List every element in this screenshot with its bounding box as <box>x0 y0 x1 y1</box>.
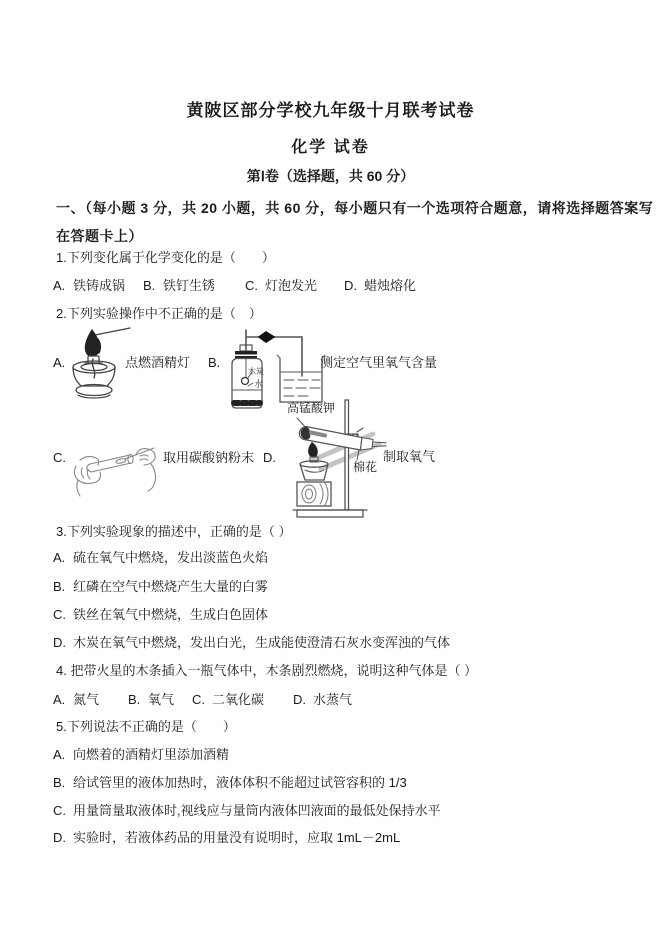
match-stick <box>95 328 130 335</box>
flame-icon <box>308 442 318 458</box>
q4-option-c-text: 二氧化碳 <box>212 692 265 707</box>
q3-option-a <box>53 551 268 566</box>
paper-subtitle: 化学 试卷 <box>291 139 370 156</box>
q3-option-a-text: 硫在氧气中燃烧，发出淡蓝色火焰 <box>73 550 269 565</box>
question-3-stem: 3.下列实验现象的描述中，正确的是（ ） <box>56 524 292 539</box>
q1-option-d <box>344 279 416 294</box>
q4-option-c <box>192 693 264 708</box>
q4-option-b <box>128 693 174 708</box>
q3-option-b-text: 红磷在空气中燃烧产生大量的白雾 <box>73 579 269 594</box>
q1-option-a-label: A. <box>53 278 66 293</box>
instructions-line-1: 一、（每小题 3 分，共 20 小题，共 60 分，每小题只有一个选项符合题意，请将选择题答案写 <box>56 200 654 216</box>
question-4-stem: 4. 把带火星的木条插入一瓶气体中，木条剧烈燃烧，说明这种气体是（ ） <box>56 663 478 678</box>
q5-option-b <box>53 776 407 791</box>
q2-option-b-label: B. <box>208 355 221 370</box>
question-1-stem: 1.下列变化属于化学变化的是（ ） <box>56 250 275 265</box>
q4-option-a <box>53 693 99 708</box>
q2-option-c-caption: 取用碳酸钠粉末 <box>163 450 255 465</box>
q1-option-d-label: D. <box>344 278 357 293</box>
q5-option-b-label: B. <box>53 775 66 790</box>
q3-option-b-label: B. <box>53 579 66 594</box>
powder-handling-diagram <box>70 424 165 498</box>
q3-option-b <box>53 580 268 595</box>
q5-option-d-label: D. <box>53 830 66 845</box>
q3-option-d-text: 木炭在氧气中燃烧，发出白光，生成能使澄清石灰水变浑浊的气体 <box>73 635 451 650</box>
q3-option-c <box>53 608 268 623</box>
q4-option-d <box>293 693 352 708</box>
q2-option-a-caption: 点燃酒精灯 <box>125 355 191 370</box>
q5-option-a-label: A. <box>53 747 66 762</box>
page-title: 黄陂区部分学校九年级十月联考试卷 <box>186 101 475 120</box>
section-heading: 第Ⅰ卷（选择题，共 60 分） <box>246 168 415 184</box>
q5-option-a-text: 向燃着的酒精灯里添加酒精 <box>73 747 230 762</box>
q2-option-d-caption: 制取氧气 <box>383 449 436 464</box>
instructions-line-2: 在答题卡上） <box>56 228 143 244</box>
q4-option-d-text: 水蒸气 <box>313 692 353 707</box>
q4-option-a-label: A. <box>53 692 66 707</box>
q4-option-b-text: 氧气 <box>148 692 175 707</box>
q3-option-a-label: A. <box>53 550 66 565</box>
q5-option-c <box>53 804 441 819</box>
q1-option-c <box>245 279 317 294</box>
q5-option-c-text: 用量筒量取液体时,视线应与量筒内液体凹液面的最低处保持水平 <box>73 803 441 818</box>
q1-option-b-text: 铁钉生锈 <box>163 278 216 293</box>
q4-option-d-label: D. <box>293 692 306 707</box>
q4-option-b-label: B. <box>128 692 141 707</box>
q5-option-d-text: 实验时，若液体药品的用量没有说明时，应取 1mL－2mL <box>73 830 401 845</box>
q2-option-a-label: A. <box>53 355 66 370</box>
question-5-stem: 5.下列说法不正确的是（ ） <box>56 719 236 734</box>
q1-option-b-label: B. <box>143 278 156 293</box>
q4-option-a-text: 氮气 <box>73 692 100 707</box>
q1-option-b <box>143 279 215 294</box>
flame-icon <box>85 329 100 357</box>
q5-option-a <box>53 748 229 763</box>
q3-option-d-label: D. <box>53 635 66 650</box>
q1-option-a-text: 铁铸成锅 <box>73 278 126 293</box>
question-2-stem: 2.下列实验操作中不正确的是（ ） <box>56 306 262 321</box>
q4-option-c-label: C. <box>192 692 205 707</box>
cotton-label: 棉花 <box>353 460 378 474</box>
q5-option-d <box>53 831 400 846</box>
q2-option-b-caption: 测定空气里氧气含量 <box>320 355 438 370</box>
water-label: 水 <box>254 379 264 389</box>
charcoal-label: 木炭 <box>248 367 264 376</box>
q5-option-b-text: 给试管里的液体加热时，液体体积不能超过试管容积的 1/3 <box>73 775 407 790</box>
q5-option-c-label: C. <box>53 803 66 818</box>
q3-option-c-text: 铁丝在氧气中燃烧，生成白色固体 <box>73 607 269 622</box>
q1-option-c-label: C. <box>245 278 258 293</box>
q3-option-d <box>53 636 450 651</box>
kmno4-label: 高锰酸钾 <box>287 401 336 415</box>
pinch-clamp-icon <box>259 332 274 342</box>
q1-option-c-text: 灯泡发光 <box>265 278 318 293</box>
q1-option-d-text: 蜡烛熔化 <box>364 278 417 293</box>
q2-option-d-label: D. <box>263 450 276 465</box>
q2-option-c-label: C. <box>53 450 66 465</box>
q1-option-a <box>53 279 125 294</box>
q3-option-c-label: C. <box>53 607 66 622</box>
